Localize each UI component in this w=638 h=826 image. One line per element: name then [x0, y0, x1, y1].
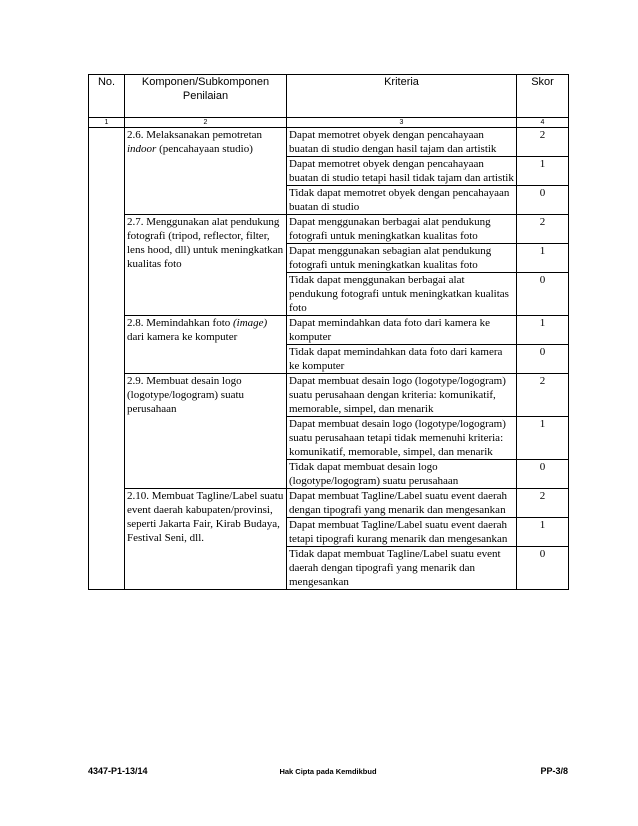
page-number: PP-3/8	[540, 766, 568, 776]
komponen-cell	[125, 215, 287, 316]
table-header-row	[89, 75, 569, 118]
komponen-text: 2.7. Menggunakan alat pendukung fotografi (tripod, reflector, filter, lens hood, dll) untuk meningkatkan kualitas foto	[127, 216, 284, 270]
skor-cell: 0	[517, 460, 569, 489]
table-row	[89, 316, 569, 345]
column-index: 3	[287, 118, 517, 128]
komponen-cell	[125, 374, 287, 489]
header-skor: Skor	[517, 75, 569, 118]
header-kriteria: Kriteria	[287, 75, 517, 118]
komponen-text: 2.9. Membuat desain logo (logotype/logogram) suatu perusahaan	[127, 375, 245, 415]
komponen-text: (pencahayaan studio)	[156, 143, 253, 155]
komponen-cell	[125, 489, 287, 590]
header-komponen-line2: Penilaian	[182, 90, 229, 102]
kriteria-cell: Dapat memotret obyek dengan pencahayaan buatan di studio tetapi hasil tidak tajam dan artistik	[287, 157, 517, 186]
kriteria-cell: Dapat menggunakan sebagian alat pendukung fotografi untuk meningkatkan kualitas foto	[287, 244, 517, 273]
column-index: 2	[125, 118, 287, 128]
kriteria-cell: Dapat memindahkan data foto dari kamera ke komputer	[287, 316, 517, 345]
komponen-cell	[125, 316, 287, 374]
page-footer	[88, 766, 568, 780]
header-no: No.	[89, 75, 125, 118]
skor-cell: 1	[517, 316, 569, 345]
skor-cell: 2	[517, 374, 569, 417]
skor-cell: 2	[517, 128, 569, 157]
table-row	[89, 374, 569, 417]
skor-cell: 1	[517, 244, 569, 273]
komponen-text: 2.10. Membuat Tagline/Label suatu event daerah kabupaten/provinsi, seperti Jakarta Fair, Kirab Budaya, Festival Seni, dll.	[127, 490, 284, 544]
rubric-body	[89, 128, 569, 590]
komponen-text: 2.6. Melaksanakan pemotretan	[127, 129, 263, 141]
table-row	[89, 128, 569, 157]
copyright-notice: Hak Cipta pada Kemdikbud	[279, 767, 377, 776]
no-cell	[89, 128, 125, 590]
table-row	[89, 489, 569, 518]
komponen-italic-term: indoor	[127, 143, 157, 155]
kriteria-cell: Tidak dapat membuat desain logo (logotype/logogram) suatu perusahaan	[287, 460, 517, 489]
column-index: 1	[89, 118, 125, 128]
komponen-italic-term: (image)	[233, 317, 268, 329]
skor-cell: 0	[517, 186, 569, 215]
kriteria-cell: Tidak dapat memindahkan data foto dari kamera ke komputer	[287, 345, 517, 374]
header-komponen-line1: Komponen/Subkomponen	[141, 76, 270, 88]
table-row	[89, 215, 569, 244]
header-komponen	[125, 75, 287, 118]
skor-cell: 1	[517, 518, 569, 547]
skor-cell: 0	[517, 345, 569, 374]
column-index: 4	[517, 118, 569, 128]
kriteria-cell: Dapat menggunakan berbagai alat pendukung fotografi untuk meningkatkan kualitas foto	[287, 215, 517, 244]
skor-cell: 1	[517, 417, 569, 460]
kriteria-cell: Tidak dapat memotret obyek dengan pencahayaan buatan di studio	[287, 186, 517, 215]
document-code: 4347-P1-13/14	[88, 766, 148, 776]
kriteria-cell: Dapat membuat desain logo (logotype/logogram) suatu perusahaan tetapi tidak memenuhi kriteria: komunikatif, memorable, simpel, dan menarik	[287, 417, 517, 460]
komponen-cell	[125, 128, 287, 215]
kriteria-cell: Dapat membuat Tagline/Label suatu event daerah dengan tipografi yang menarik dan mengesankan	[287, 489, 517, 518]
skor-cell: 0	[517, 273, 569, 316]
komponen-text: 2.8. Memindahkan foto	[127, 317, 234, 329]
kriteria-cell: Dapat memotret obyek dengan pencahayaan buatan di studio dengan hasil tajam dan artistik	[287, 128, 517, 157]
skor-cell: 2	[517, 489, 569, 518]
komponen-text: dari kamera ke komputer	[127, 331, 238, 343]
kriteria-cell: Dapat membuat Tagline/Label suatu event daerah tetapi tipografi kurang menarik dan mengesankan	[287, 518, 517, 547]
skor-cell: 0	[517, 547, 569, 590]
kriteria-cell: Tidak dapat membuat Tagline/Label suatu event daerah dengan tipografi yang menarik dan mengesankan	[287, 547, 517, 590]
rubric-table	[88, 74, 569, 590]
kriteria-cell: Tidak dapat menggunakan berbagai alat pendukung fotografi untuk meningkatkan kualitas foto	[287, 273, 517, 316]
skor-cell: 2	[517, 215, 569, 244]
kriteria-cell: Dapat membuat desain logo (logotype/logogram) suatu perusahaan dengan kriteria: komunikatif, memorable, simpel, dan menarik	[287, 374, 517, 417]
skor-cell: 1	[517, 157, 569, 186]
column-index-row	[89, 118, 569, 128]
